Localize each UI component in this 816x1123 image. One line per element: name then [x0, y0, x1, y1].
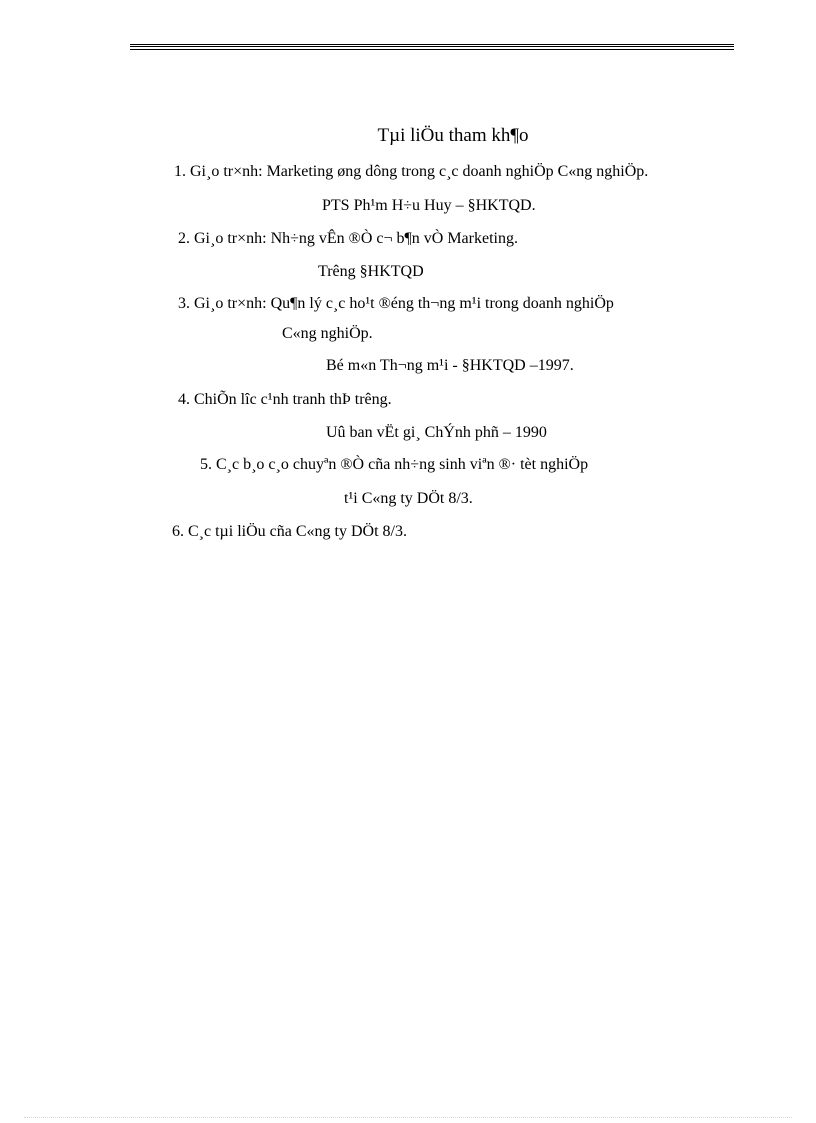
page-bottom-dotted-edge — [24, 1117, 792, 1118]
page-title: Tµi liÖu tham kh¶o — [377, 125, 529, 146]
header-double-rule — [130, 44, 734, 50]
reference-4-line-2: Uû ban vËt gi¸ ChÝnh phñ – 1990 — [326, 424, 547, 441]
reference-6-line-1: 6. C¸c tµi liÖu cña C«ng ty DÖt 8/3. — [172, 523, 407, 540]
reference-4-line-1: 4. ChiÕn lîc c¹nh tranh thÞ trêng. — [178, 391, 392, 408]
reference-1-line-2: PTS Ph¹m H÷u Huy – §HKTQD. — [322, 197, 536, 214]
reference-5-line-1: 5. C¸c b¸o c¸o chuyªn ®Ò cña nh÷ng sinh viªn ®· tèt nghiÖp — [200, 456, 589, 473]
reference-2-line-2: Trêng §HKTQD — [318, 263, 424, 280]
reference-2-line-1: 2. Gi¸o tr×nh: Nh÷ng vÊn ®Ò c¬ b¶n vÒ Marketing. — [178, 230, 518, 247]
reference-3-line-1: 3. Gi¸o tr×nh: Qu¶n lý c¸c ho¹t ®éng th¬ng m¹i trong doanh nghiÖp — [178, 295, 614, 312]
reference-5-line-2: t¹i C«ng ty DÖt 8/3. — [344, 490, 473, 507]
reference-3-line-2: C«ng nghiÖp. — [282, 325, 373, 342]
reference-3-line-3: Bé m«n Th¬ng m¹i - §HKTQD –1997. — [326, 357, 574, 374]
reference-1-line-1: 1. Gi¸o tr×nh: Marketing øng dông trong c¸c doanh nghiÖp C«ng nghiÖp. — [174, 163, 649, 180]
